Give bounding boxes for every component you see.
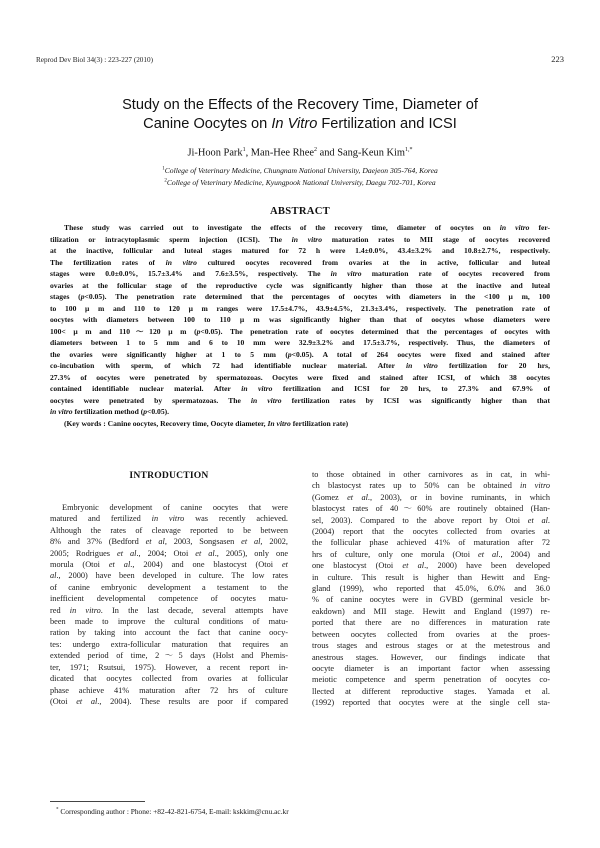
text-run: % of canine oocytes were in GVBD (germinal vesicle br- (312, 595, 550, 605)
text-run: fer- (529, 223, 550, 232)
text-run: maturation rate of oocytes recovered from (361, 269, 550, 278)
text-run: cultured oocytes recovered from ovaries at the in active, follicular and luteal (196, 257, 550, 267)
italic-term: et al (145, 537, 165, 547)
text-run: fertilization and ICSI for 20 hrs, to 27.3% and 67.9% of (272, 384, 550, 393)
abstract-body (50, 222, 550, 429)
text-run: ration by taking into account the fact that canine oocy- (50, 628, 288, 638)
author-affiliation-mark: 2 (313, 147, 317, 153)
text-line (50, 627, 288, 638)
text-run: of canine embryonic development a testament to the (50, 582, 288, 592)
abstract-line (50, 383, 550, 395)
text-line (312, 537, 550, 548)
text-run: inefficient developmental competence of oocytes matu- (50, 594, 288, 604)
abstract-heading: ABSTRACT (269, 206, 331, 217)
text-run: <0.05). A total of 264 oocytes were fixed and stained after (291, 349, 550, 359)
affiliation-2 (0, 178, 600, 187)
running-header (36, 56, 564, 68)
text-run: The fertilization rates of (50, 257, 166, 267)
text-line (312, 594, 550, 605)
italic-term: et al (402, 561, 425, 571)
text-run: ovaries at the follicular stage of the reproductive cycle was significantly higher than those at the inactive and luteal (50, 280, 550, 290)
keywords (50, 418, 550, 430)
text-run: tilization or intracytoplasmic sperm injection (ICSI). The (50, 234, 292, 244)
italic-term: p (143, 407, 148, 416)
text-run: ., 2004) and one blastocyst (Otoi (130, 560, 282, 570)
italic-term: in vitro (69, 605, 101, 615)
title-line-2 (60, 115, 540, 134)
author-separator: , (245, 147, 251, 159)
text-line (312, 515, 550, 526)
title-line-1: Study on the Effects of the Recovery Time, Diameter of (122, 97, 478, 113)
affiliation-text: College of Veterinary Medicine, Kyungpook National University, Daegu 702-701, Korea (166, 178, 436, 187)
text-line (50, 502, 288, 513)
text-run: ., 2004). These results are poor if compared (97, 696, 288, 706)
italic-term: al (50, 571, 57, 581)
text-run: one blastocyst (Otoi (312, 561, 403, 571)
page-number: 223 (551, 54, 564, 64)
text-line (50, 525, 288, 536)
author-name: Sang-Keun Kim (337, 147, 406, 159)
text-run: (1992) reported that oocytes were at the single cell sta- (312, 698, 550, 708)
text-run: maturation rates to MII stage of oocytes recovered (322, 234, 550, 244)
text-run: 27.3% of oocytes were penetrated by spermatozoas. Oocytes were fixed and stained after ICSI, of which 38 oocytes (50, 372, 550, 382)
italic-term: in vitro (406, 361, 438, 370)
text-run: the ovaries were significantly higher at 1 to 5 mm ( (50, 349, 288, 359)
abstract-line (50, 337, 550, 349)
text-run: (Key words : Canine oocytes, Recovery time, Oocyte diameter, (64, 418, 268, 428)
text-line (312, 606, 550, 617)
italic-term: et al (347, 492, 368, 502)
text-run: . In the last decade, several attempts have (100, 605, 288, 615)
text-run: , 2003, Songsasen (164, 537, 242, 547)
title-line-2-part-a: Canine Oocytes on (143, 116, 272, 132)
text-line (50, 662, 288, 673)
abstract-line (50, 372, 550, 384)
italic-term: in vitro (499, 223, 530, 232)
text-run: to those obtained in other carnivores as in cat, in whi- (312, 470, 550, 479)
text-line (50, 673, 288, 684)
text-run: oocytes with diameters between 100 to 110 μ m was significantly higher than that of oocytes whose diameters were (50, 315, 550, 324)
text-run: fertilization for 20 hrs, (437, 361, 550, 370)
text-line (50, 685, 288, 696)
text-line (312, 560, 550, 571)
italic-term: in vitro (165, 257, 197, 267)
italic-term: in vitro (520, 481, 550, 491)
text-run: oocytes were penetrated by spermatozoas. The (50, 395, 251, 405)
text-run: ., 2005), only one (214, 548, 288, 558)
corresponding-author-footnote (56, 807, 289, 816)
footnote-mark: * (56, 807, 59, 813)
italic-term: In vitro (267, 418, 291, 428)
text-run: fertilization rates by ICSI was significantly higher than that (281, 395, 550, 405)
text-run: <0.05). (147, 407, 170, 416)
text-run: . (547, 515, 550, 525)
italic-term: et al (108, 560, 131, 570)
text-run: to 100 μ m and 110 to 120 μ m ranges were 17.5±4.7%, 43.9±4.5%, 21.3±3.4%, respectively. The penetration rate of (50, 303, 550, 313)
paper-title (60, 96, 540, 134)
abstract-line (50, 326, 550, 338)
author-name: Ji-Hoon Park (187, 147, 243, 159)
text-line (50, 536, 288, 547)
text-run: meiotic competence and sperm penetration of oocytes co- (312, 675, 550, 685)
text-run: stages were 0.0±0.0%, 15.7±3.4% and 7.6±3.5%, respectively. The (50, 269, 331, 278)
text-line (312, 617, 550, 628)
italic-term: in vitro (330, 269, 362, 278)
text-run: (Gomez (312, 492, 348, 502)
text-run: <0.05). The penetration rate determined that the percentages of oocytes with diameters in the <100 μ m, 100 (84, 292, 550, 301)
abstract-line (50, 268, 550, 280)
text-run: at the inactive, follicular and luteal stages matured for 72 h were 1.4±0.0%, 43.4±3.2% and 10.8±2.7%, respectively. (50, 246, 550, 255)
italic-term: p (80, 292, 85, 301)
text-line (312, 652, 550, 663)
text-line (312, 674, 550, 685)
author-separator: and (316, 147, 338, 159)
affiliation-mark: 2 (164, 178, 167, 184)
text-run: between oocytes collected from ovaries at the proes- (312, 629, 550, 639)
abstract-line (50, 303, 550, 315)
italic-term: in vitro (250, 395, 282, 405)
italic-term: et al (478, 549, 499, 559)
abstract-line (50, 314, 550, 326)
text-run: (Otoi (50, 696, 77, 706)
author-list (0, 147, 600, 158)
text-run: ., 2000) have been developed in culture. The low rates (56, 571, 288, 581)
body-column-right (312, 469, 550, 709)
footnote-rule (50, 801, 145, 802)
introduction-heading: INTRODUCTION (129, 470, 209, 481)
text-run: was recently achieved. (184, 514, 288, 524)
text-run: gland (1999), who reported that 45.0%, 6.0% and 36.0 (312, 584, 550, 594)
text-run: stages ( (50, 292, 81, 301)
italic-term: in vitro (291, 234, 323, 244)
body-column-left (50, 502, 288, 707)
text-line (50, 513, 288, 524)
italic-term: in vitro (241, 384, 273, 393)
text-line (312, 686, 550, 697)
abstract-line (50, 234, 550, 246)
italic-term: et al (195, 548, 215, 558)
text-run: fertilization method ( (72, 407, 144, 416)
italic-term: et al (117, 548, 137, 558)
text-run: morula (Otoi (50, 560, 109, 570)
text-line (312, 480, 550, 491)
italic-term: p (287, 349, 292, 359)
italic-term: in vitro (151, 514, 185, 524)
text-line (50, 570, 288, 581)
text-run: sel, 2003). Compared to the above report by Otoi (312, 515, 528, 525)
text-run: dicated that oocytes collected from ovaries at follicular (50, 674, 288, 684)
text-run: ter, 1971; Rsutsui, 1975). However, a recent report in- (50, 662, 288, 672)
text-run: <0.05). The penetration rate of oocytes determined that the percentages of oocytes with (200, 326, 550, 336)
italic-term: p (196, 326, 201, 336)
text-run: hrs of culture, only one morula (Otoi (312, 549, 479, 559)
author-affiliation-mark: 1,* (405, 147, 413, 153)
text-run: trous stages and estrous stages or at the metestrous and (312, 641, 550, 651)
text-run: ., 2004) and (498, 549, 550, 559)
affiliation-mark: 1 (162, 166, 165, 172)
text-run: diameters between 1 to 5 mm and 6 to 10 mm were 32.9±3.2% and 17.5±3.7%, respectively. Thus, the diameters of (50, 338, 550, 347)
journal-citation: Reprod Dev Biol 34(3) : 223-227 (2010) (36, 56, 153, 64)
text-run: ., 2000) have been developed (424, 561, 550, 571)
abstract-line (50, 245, 550, 257)
text-line (312, 663, 550, 674)
affiliation-1 (0, 166, 600, 175)
text-run: Embryonic development of canine oocytes that were (62, 503, 288, 512)
text-run: red (50, 605, 70, 615)
abstract-line (50, 406, 550, 418)
text-run: matured and fertilized (50, 514, 152, 524)
footnote-text: Corresponding author : Phone: +82-42-821-6754, E-mail: kskkim@cnu.ac.kr (58, 807, 289, 816)
text-line (50, 650, 288, 661)
italic-term: et al (76, 696, 98, 706)
text-line (312, 469, 550, 480)
text-run: , 2002, (260, 537, 288, 547)
italic-term: in vitro (50, 407, 73, 416)
text-run: contained identifiable nuclear material. After (50, 384, 242, 393)
text-line (50, 696, 288, 707)
text-line (312, 583, 550, 594)
text-line (312, 572, 550, 583)
text-line (50, 548, 288, 559)
text-line (312, 492, 550, 503)
text-run: in culture. This result is higher than Hewitt and Eng- (312, 572, 550, 582)
text-line (312, 629, 550, 640)
text-run: llected at different reproductive stages. Yamada et al. (312, 686, 550, 696)
text-line (312, 640, 550, 651)
text-run: tes: undergo extra-follicular maturation that requires an (50, 639, 288, 649)
text-run: ., 2004; Otoi (136, 548, 196, 558)
title-line-2-italic: In Vitro (271, 116, 318, 132)
text-run: ported that there are no differences in maturation rate (312, 618, 550, 628)
text-line (312, 697, 550, 708)
text-run: anestrous stages. However, our findings indicate that (312, 652, 550, 662)
author-affiliation-mark: 1 (242, 147, 246, 153)
text-run: the follicular phase achieved 41% of maturation after 72 (312, 538, 550, 548)
text-line (50, 616, 288, 627)
abstract-line (50, 222, 550, 234)
text-line (312, 503, 550, 514)
text-run: blastocyst rates of 40～60% are routinely obtained (Han- (312, 504, 550, 514)
text-run: co-incubation with sperm, of which 72 had identifiable nuclear material. After (50, 361, 407, 370)
text-line (50, 582, 288, 593)
abstract-line (50, 291, 550, 303)
text-run: 8% and 37% (Bedford (50, 537, 146, 547)
text-run: Although the rates of cleavage reported to be between (50, 525, 288, 535)
text-run: ., 2003), or in bovine ruminants, in which (367, 492, 550, 502)
text-line (312, 526, 550, 537)
italic-term: et (282, 560, 288, 570)
text-line (312, 549, 550, 560)
text-run: extended period of time, 2～5 days (Holst and Phemis- (50, 651, 288, 661)
text-run: These study was carried out to investigate the effects of the recovery time, diameter of oocytes on (64, 223, 500, 232)
text-run: phase achieve 41% maturation after 72 hrs of culture (50, 685, 288, 695)
abstract-line (50, 395, 550, 407)
text-run: (2004) report that the oocytes collected from ovaries at (312, 527, 550, 537)
text-run: 2005; Rodrigues (50, 548, 118, 558)
affiliation-text: College of Veterinary Medicine, Chungnam National University, Daejeon 305-764, Korea (164, 166, 438, 175)
text-run: fertilization rate) (290, 418, 349, 428)
text-line (50, 559, 288, 570)
abstract-line (50, 280, 550, 292)
text-run: oocyte diameter is an important factor when assessing (312, 663, 550, 673)
abstract-line (50, 349, 550, 361)
text-run: been made to improve the cultural conditions of matu- (50, 617, 288, 627)
text-line (50, 639, 288, 650)
text-run: ch blastocyst rates up to 50% can be obtained (312, 481, 521, 491)
text-line (50, 593, 288, 604)
author-name: Man-Hee Rhee (250, 147, 314, 159)
text-run: eakdown) and MII stage. Hewitt and England (1997) re- (312, 606, 550, 616)
text-line (50, 605, 288, 616)
abstract-line (50, 257, 550, 269)
text-run: 100< μ m and 110～120 μ m ( (50, 326, 197, 336)
title-line-2-part-b: Fertilization and ICSI (317, 116, 457, 132)
italic-term: et al (241, 537, 261, 547)
italic-term: et al (527, 515, 548, 525)
abstract-line (50, 360, 550, 372)
